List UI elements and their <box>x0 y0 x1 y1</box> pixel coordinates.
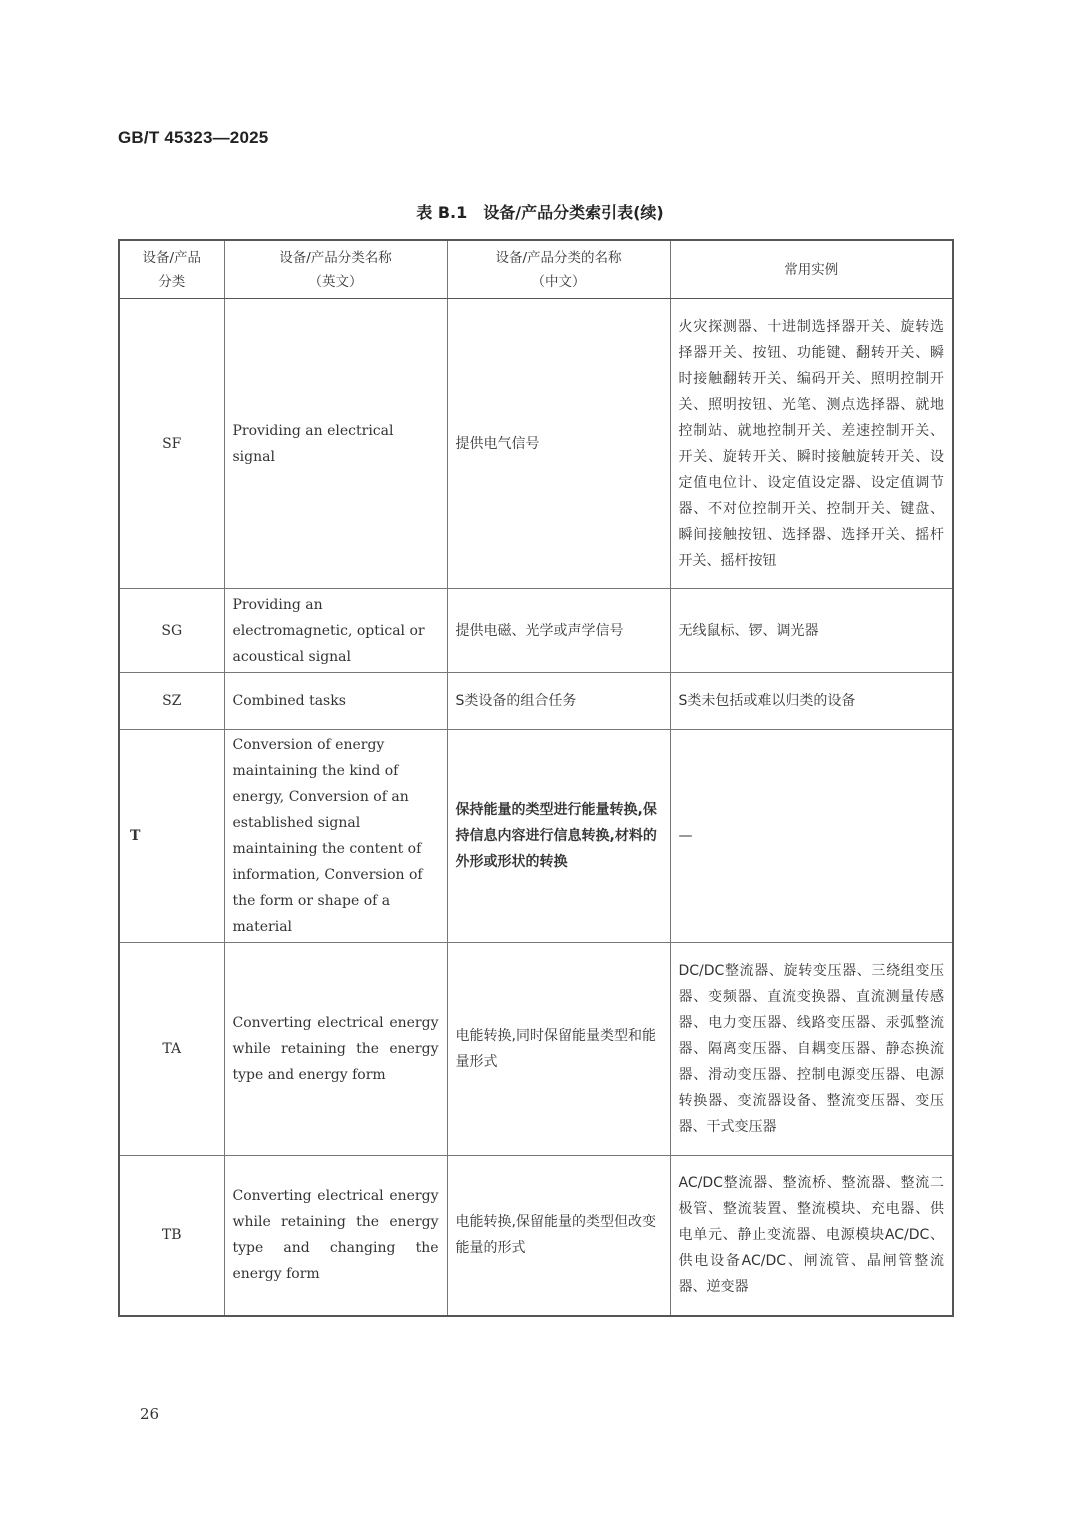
row-name-zh: 提供电气信号 <box>447 299 670 589</box>
row-code: T <box>119 730 224 943</box>
row-examples: — <box>670 730 953 943</box>
classification-index-table <box>118 239 954 1317</box>
row-code: TA <box>119 943 224 1156</box>
header-code-line2: 分类 <box>158 273 186 290</box>
table-row <box>119 299 953 589</box>
table-row <box>119 1156 953 1316</box>
header-name-zh-line1: 设备/产品分类的名称 <box>495 249 622 266</box>
table-row <box>119 589 953 673</box>
row-name-zh: 电能转换,同时保留能量类型和能量形式 <box>447 943 670 1156</box>
header-code <box>119 240 224 299</box>
header-examples: 常用实例 <box>670 240 953 299</box>
standard-number: GB/T 45323—2025 <box>118 128 269 147</box>
row-code: TB <box>119 1156 224 1316</box>
header-name-en-line1: 设备/产品分类名称 <box>279 249 392 266</box>
row-name-en: Providing an electrical signal <box>224 299 447 589</box>
row-name-en: Combined tasks <box>224 673 447 730</box>
header-name-zh-line2: （中文） <box>531 273 586 290</box>
row-name-en: Providing an electromagnetic, optical or acoustical signal <box>224 589 447 673</box>
row-name-zh: 电能转换,保留能量的类型但改变能量的形式 <box>447 1156 670 1316</box>
row-name-en: Conversion of energy maintaining the kind of energy, Conversion of an established signal maintaining the content of information, Conversion of the form or shape of a material <box>224 730 447 943</box>
row-name-zh: 提供电磁、光学或声学信号 <box>447 589 670 673</box>
row-examples: 无线鼠标、锣、调光器 <box>670 589 953 673</box>
table-title-label: 表 B.1 <box>416 203 468 222</box>
row-examples: DC/DC整流器、旋转变压器、三绕组变压器、变频器、直流变换器、直流测量传感器、电力变压器、线路变压器、汞弧整流器、隔离变压器、自耦变压器、静态换流器、滑动变压器、控制电源变压器、电源转换器、变流器设备、整流变压器、变压器、干式变压器 <box>670 943 953 1156</box>
header-code-line1: 设备/产品 <box>142 249 202 266</box>
row-code: SF <box>119 299 224 589</box>
row-examples: AC/DC整流器、整流桥、整流器、整流二极管、整流装置、整流模块、充电器、供电单元、静止变流器、电源模块AC/DC、供电设备AC/DC、闸流管、晶闸管整流器、逆变器 <box>670 1156 953 1316</box>
row-name-zh: 保持能量的类型进行能量转换,保持信息内容进行信息转换,材料的外形或形状的转换 <box>447 730 670 943</box>
row-name-en: Converting electrical energy while retaining the energy type and changing the energy form <box>224 1156 447 1316</box>
header-name-en <box>224 240 447 299</box>
table-row <box>119 730 953 943</box>
header-name-en-line2: （英文） <box>308 273 363 290</box>
row-name-zh: S类设备的组合任务 <box>447 673 670 730</box>
table-row <box>119 673 953 730</box>
table-title-text: 设备/产品分类索引表(续) <box>483 203 664 222</box>
page-number: 26 <box>140 1405 160 1423</box>
row-name-en: Converting electrical energy while retaining the energy type and energy form <box>224 943 447 1156</box>
table-header-row <box>119 240 953 299</box>
row-code: SG <box>119 589 224 673</box>
row-code: SZ <box>119 673 224 730</box>
row-examples: S类未包括或难以归类的设备 <box>670 673 953 730</box>
row-examples: 火灾探测器、十进制选择器开关、旋转选择器开关、按钮、功能键、翻转开关、瞬时接触翻转开关、编码开关、照明控制开关、照明按钮、光笔、测点选择器、就地控制站、就地控制开关、差速控制开关、开关、旋转开关、瞬时接触旋转开关、设定值电位计、设定值设定器、设定值调节器、不对位控制开关、控制开关、键盘、瞬间接触按钮、选择器、选择开关、摇杆开关、摇杆按钮 <box>670 299 953 589</box>
header-name-zh <box>447 240 670 299</box>
table-row <box>119 943 953 1156</box>
table-title <box>0 200 1080 223</box>
